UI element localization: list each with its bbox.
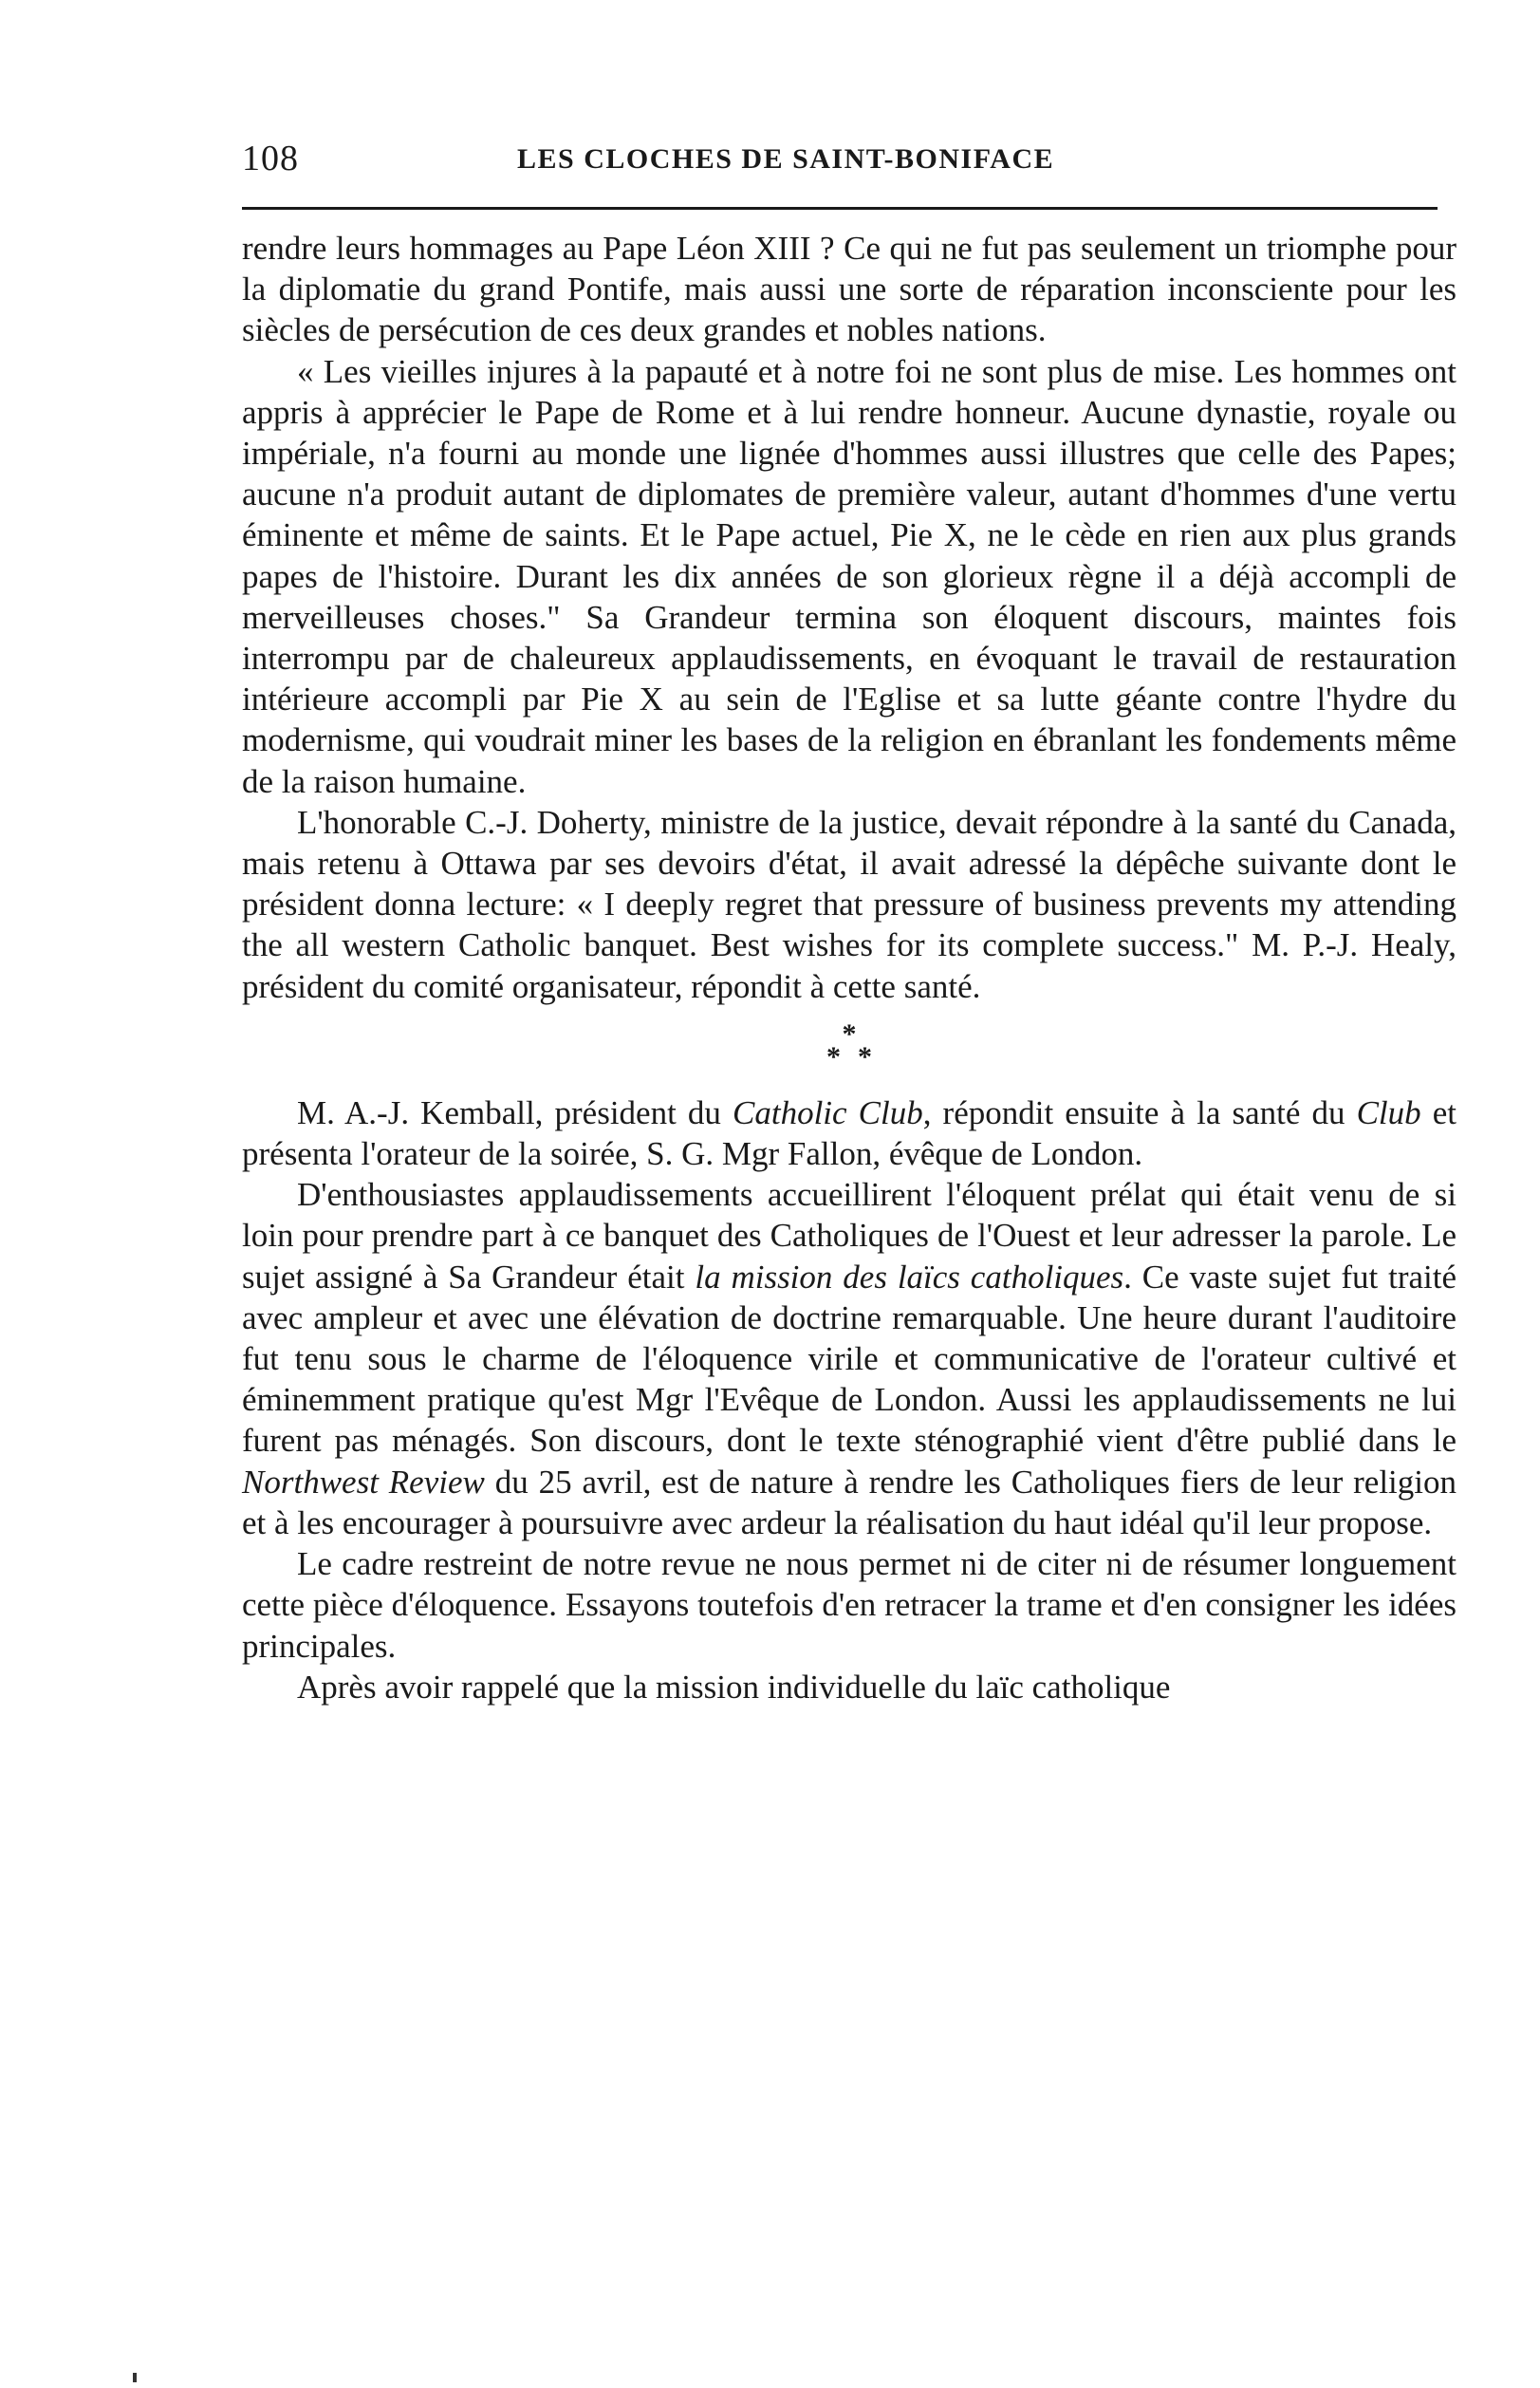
section-separator: [242, 1017, 1457, 1073]
body-text: [242, 228, 1457, 1707]
italic-publication: Northwest Review: [242, 1463, 485, 1501]
italic-club: Club: [1356, 1093, 1421, 1131]
paragraph-fallon: [242, 1174, 1457, 1543]
italic-subject: la mission des laïcs catholiques: [695, 1258, 1124, 1296]
separator-bottom: **: [826, 1040, 889, 1073]
paragraph-kemball: [242, 1092, 1457, 1174]
page-header: [242, 135, 1438, 192]
separator-top: *: [842, 1017, 857, 1050]
text-run: . Ce vaste sujet fut traité avec ampleur et avec une élévation de doctrine remarquable. Une heure durant l'auditoire fut tenu sous le charme de l'éloquence virile et communicative de l'orateur cultivé et éminemment pratique qu'est Mgr l'Evêque de London. Aussi les applaudissements ne lui furent pas ménagés. Son discours, dont le texte sténographié vient d'être publié dans le: [242, 1258, 1457, 1460]
text-run: M. A.-J. Kemball, président du: [297, 1093, 733, 1131]
text-run: , répondit ensuite à la santé du: [922, 1093, 1357, 1131]
text-run: du 25 avril, est de nature à rendre les Catholiques fiers de leur religion et à les encourager à poursuivre avec ardeur la réalisation du haut idéal qu'il leur propose.: [242, 1463, 1457, 1541]
paragraph-mission: Après avoir rappelé que la mission individuelle du laïc catholique: [297, 1668, 1171, 1706]
paragraph-quotation: « Les vieilles injures à la papauté et à notre foi ne sont plus de mise. Les hommes ont appris à apprécier le Pape de Rome et à lui rendre honneur. Aucune dynastie, royale ou impériale, n'a fourni au monde une lignée d'hommes aussi illustres que celle des Papes; aucune n'a produit autant de diplomates de première valeur, autant d'hommes d'une vertu éminente et même de saints. Et le Pape actuel, Pie X, ne le cède en rien aux plus grands papes de l'histoire. Durant les dix années de son glorieux règne il a déjà accompli de merveilleuses choses." Sa Grandeur termina son éloquent discours, maintes fois interrompu par de chaleureux applaudissements, en évoquant le travail de restauration intérieure accompli par Pie X au sein de l'Eglise et sa lutte géante contre l'hydre du modernisme, qui voudrait miner les bases de la religion en ébranlant les fondements même de la raison humaine.: [242, 352, 1457, 800]
page-number: 108: [242, 139, 299, 178]
paragraph-continuation: rendre leurs hommages au Pape Léon XIII ? Ce qui ne fut pas seulement un triomphe pour la diplomatie du grand Pontife, mais aussi une sorte de réparation inconsciente pour les siècles de persécution de ces deux grandes et nobles nations.: [242, 230, 1457, 349]
scan-mark: [133, 2373, 137, 2382]
paragraph-doherty: L'honorable C.-J. Doherty, ministre de la justice, devait répondre à la santé du Canada, mais retenu à Ottawa par ses devoirs d'état, il avait adressé la dépêche suivante dont le président donna lecture: « I deeply regret that pressure of business prevents my attending the all western Catholic banquet. Best wishes for its complete success." M. P.-J. Healy, président du comité organisateur, répondit à cette santé.: [242, 803, 1457, 1005]
running-title: LES CLOCHES DE SAINT-BONIFACE: [517, 143, 1055, 175]
header-rule: [242, 207, 1438, 210]
text-run: D'enthousiastes applaudissements accueillirent l'éloquent prélat qui était venu de si loin pour prendre part à ce banquet des Catholiques de l'Ouest et leur adresser la parole. Le sujet assigné à Sa Grandeur était: [242, 1176, 1457, 1296]
italic-club-name: Catholic Club: [733, 1093, 923, 1131]
paragraph-summary-intro: Le cadre restreint de notre revue ne nous permet ni de citer ni de résumer longuement cette pièce d'éloquence. Essayons toutefois d'en retracer la trame et d'en consigner les idées principales.: [242, 1545, 1457, 1665]
text-run: et présenta l'orateur de la soirée, S. G. Mgr Fallon, évêque de London.: [242, 1093, 1457, 1173]
